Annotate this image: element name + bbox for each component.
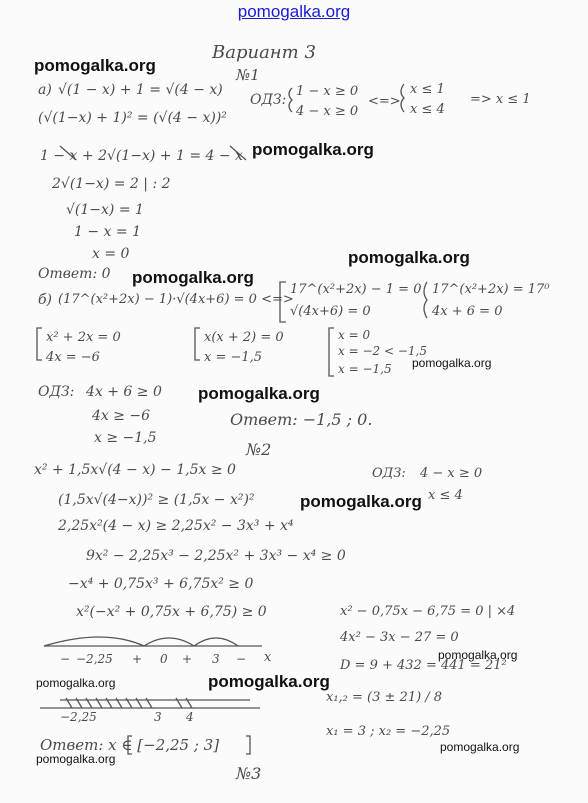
part-b-sys2-1: x² + 2x = 0 xyxy=(46,330,121,345)
part-b-odz-label: ОДЗ: xyxy=(38,384,75,400)
part-a-equation: √(1 − x) + 1 = √(4 − x) xyxy=(58,82,223,98)
axis1-root-3: 3 xyxy=(212,652,220,666)
part-a-label: а) xyxy=(38,82,52,98)
part-b-answer: Ответ: −1,5 ; 0. xyxy=(230,410,373,429)
part-a-answer: Ответ: 0 xyxy=(38,266,111,282)
part-a-odz-final: => x ≤ 1 xyxy=(470,92,531,107)
part-a-odz-2: 4 − x ≥ 0 xyxy=(296,104,359,119)
watermark-5[interactable]: pomogalka.org xyxy=(412,356,492,370)
task2-step-1: (1,5x√(4−x))² ≥ (1,5x − x²)² xyxy=(58,492,255,508)
task2-odz-label: ОДЗ: xyxy=(372,466,406,481)
watermark-7[interactable]: pomogalka.org xyxy=(300,492,422,511)
part-a-step-6: x = 0 xyxy=(92,246,130,262)
part-b-sys1-1: 17^(x²+2x) − 1 = 0 xyxy=(290,282,422,297)
part-b-sys1b-1: 17^(x²+2x) = 17⁰ xyxy=(432,282,550,297)
watermark-2[interactable]: pomogalka.org xyxy=(252,140,374,159)
task2-step-2: 2,25x²(4 − x) ≥ 2,25x² − 3x³ + x⁴ xyxy=(58,518,294,534)
part-b-sys4-3: x = −1,5 xyxy=(338,362,392,376)
part-a-step-3: 2√(1−x) = 2 | : 2 xyxy=(52,176,171,192)
part-a-odz-iff: <=> xyxy=(368,94,401,109)
task3-heading: №3 xyxy=(236,764,262,783)
axis2-label-1: −2,25 xyxy=(60,710,97,724)
axis1-sign-3: + xyxy=(182,652,193,666)
task2-side-1: x² − 0,75x − 6,75 = 0 | ×4 xyxy=(340,604,516,619)
task2-odz-2: x ≤ 4 xyxy=(428,488,463,503)
axis1-root-1: −2,25 xyxy=(76,652,113,666)
task2-step-3: 9x² − 2,25x³ − 2,25x² + 3x³ − x⁴ ≥ 0 xyxy=(86,548,346,564)
task2-heading: №2 xyxy=(246,440,272,459)
part-b-equation: (17^(x²+2x) − 1)·√(4x+6) = 0 <=> xyxy=(58,292,294,307)
watermark-9[interactable]: pomogalka.org xyxy=(36,676,116,690)
part-a-odz-label: ОДЗ: xyxy=(250,92,287,108)
part-b-sys1b-2: 4x + 6 = 0 xyxy=(432,304,503,319)
part-b-sys3-1: x(x + 2) = 0 xyxy=(204,330,284,345)
watermark-3[interactable]: pomogalka.org xyxy=(348,248,470,267)
axis2-label-3: 4 xyxy=(186,710,194,724)
task2-side-3: D = 9 + 432 = 441 = 21² xyxy=(340,658,507,673)
task2-side-5: x₁ = 3 ; x₂ = −2,25 xyxy=(326,724,451,739)
axis1-sign-4: − xyxy=(236,652,247,666)
part-b-sys1-2: √(4x+6) = 0 xyxy=(290,304,371,319)
part-a-odz-res-1: x ≤ 1 xyxy=(410,82,445,97)
part-a-step-4: √(1−x) = 1 xyxy=(66,202,144,218)
axis1-root-2: 0 xyxy=(160,652,168,666)
top-watermark-link[interactable]: pomogalka.org xyxy=(237,2,351,21)
watermark-8[interactable]: pomogalka.org xyxy=(438,648,518,662)
part-b-odz-2: 4x ≥ −6 xyxy=(92,408,151,424)
watermark-10[interactable]: pomogalka.org xyxy=(208,672,330,691)
watermark-11[interactable]: pomogalka.org xyxy=(440,740,520,754)
axis1-var: x xyxy=(264,650,272,665)
watermark-4[interactable]: pomogalka.org xyxy=(132,268,254,287)
task2-side-4: x₁,₂ = (3 ± 21) / 8 xyxy=(326,690,443,705)
part-b-sys3-2: x = −1,5 xyxy=(204,350,263,365)
part-a-odz-1: 1 − x ≥ 0 xyxy=(296,84,359,99)
task2-side-2: 4x² − 3x − 27 = 0 xyxy=(340,630,459,645)
part-a-step-1: (√(1−x) + 1)² = (√(4 − x))² xyxy=(38,110,227,126)
variant-heading: Вариант 3 xyxy=(212,42,316,63)
part-a-step-5: 1 − x = 1 xyxy=(74,224,141,240)
axis1-sign-1: − xyxy=(60,652,71,666)
part-b-odz-1: 4x + 6 ≥ 0 xyxy=(86,384,162,400)
part-a-step-2: 1 − x + 2√(1−x) + 1 = 4 − x xyxy=(40,148,243,164)
part-b-sys4-2: x = −2 < −1,5 xyxy=(338,344,427,358)
axis2-label-2: 3 xyxy=(154,710,162,724)
axis1-sign-2: + xyxy=(132,652,143,666)
task1-heading: №1 xyxy=(236,66,260,84)
part-a-odz-res-2: x ≤ 4 xyxy=(410,102,445,117)
watermark-6[interactable]: pomogalka.org xyxy=(198,384,320,403)
task2-step-5: x²(−x² + 0,75x + 6,75) ≥ 0 xyxy=(76,604,267,620)
task2-step-4: −x⁴ + 0,75x³ + 6,75x² ≥ 0 xyxy=(68,576,254,592)
part-b-sys2-2: 4x = −6 xyxy=(46,350,100,365)
task2-answer: Ответ: x ∈ [−2,25 ; 3] xyxy=(40,736,220,754)
part-b-odz-3: x ≥ −1,5 xyxy=(94,430,157,446)
task2-inequality: x² + 1,5x√(4 − x) − 1,5x ≥ 0 xyxy=(34,462,236,478)
watermark-12[interactable]: pomogalka.org xyxy=(36,752,116,766)
watermark-1[interactable]: pomogalka.org xyxy=(34,56,156,75)
part-b-sys4-1: x = 0 xyxy=(338,328,371,342)
part-b-label: б) xyxy=(38,292,53,308)
task2-odz-1: 4 − x ≥ 0 xyxy=(420,466,483,481)
